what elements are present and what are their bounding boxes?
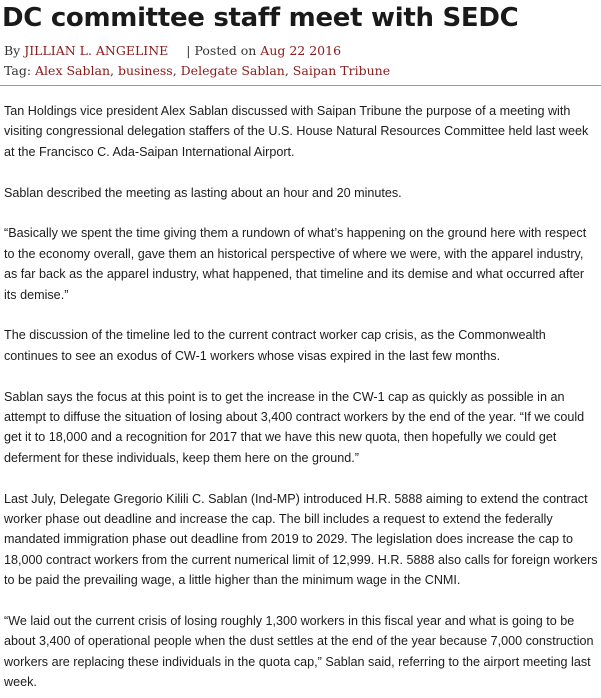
- byline: [4, 43, 341, 59]
- article-paragraph: Sablan described the meeting as lasting about an hour and 20 minutes.: [4, 185, 402, 200]
- byline-prefix: By: [4, 43, 21, 58]
- tag-link-alex-sablan[interactable]: Alex Sablan: [35, 63, 110, 78]
- tag-link-saipan-tribune[interactable]: Saipan Tribune: [292, 63, 391, 78]
- tag-link-business[interactable]: business: [117, 63, 173, 78]
- author-link[interactable]: JILLIAN L. ANGELINE: [24, 43, 169, 58]
- tag-list: [4, 63, 390, 79]
- article-paragraph: The discussion of the timeline led to the current contract worker cap crisis, as the Commonwealth continues to see an exodus of CW-1 workers whose visas expired in the last few months.: [4, 328, 546, 363]
- article-paragraph: “We laid out the current crisis of losing roughly 1,300 workers in this fiscal year and what is going to be about 3,400 of operational people when the dust settles at the end of the year because 7,000 construction workers are replacing these individuals in the quota cap,” Sablan said, referring to the airport meeting last week.: [4, 614, 594, 690]
- posted-label: | Posted on: [186, 43, 257, 58]
- article-paragraph: Sablan says the focus at this point is to get the increase in the CW-1 cap as quickly as possible in an attempt to diffuse the situation of losing about 3,400 contract workers by the end of the year. “If we could get it to 18,000 and a recognition for 2017 that we have this new quota, then hopefully we could get deferment for these individuals, keep them here on the ground.”: [4, 389, 585, 465]
- tag-label: Tag:: [4, 63, 32, 78]
- tag-separator: ,: [110, 63, 118, 78]
- tag-separator: ,: [172, 63, 181, 78]
- article-paragraph: “Basically we spent the time giving them a rundown of what’s happening on the ground here with respect to the economy overall, gave them an historical perspective of where we were, with the apparel industry, as far back as the apparel industry, what happened, that timeline and its demise and what occurred after its demise.”: [4, 226, 587, 302]
- article-title: DC committee staff meet with SEDC: [2, 3, 519, 33]
- article-body: [4, 101, 600, 693]
- article-paragraph: Tan Holdings vice president Alex Sablan discussed with Saipan Tribune the purpose of a meeting with visiting congressional delegation staffers of the U.S. House Natural Resources Committee held last week at the Francisco C. Ada-Saipan International Airport.: [4, 104, 589, 159]
- tag-link-delegate-sablan[interactable]: Delegate Sablan: [180, 63, 285, 78]
- tag-separator: ,: [284, 63, 293, 78]
- header-divider: [0, 85, 601, 86]
- article-paragraph: Last July, Delegate Gregorio Kilili C. Sablan (Ind-MP) introduced H.R. 5888 aiming to extend the contract worker phase out deadline and increase the cap. The bill includes a request to extend the federally mandated immigration phase out deadline from 2019 to 2029. The legislation does increase the cap to 18,000 contract workers from the current numerical limit of 12,999. H.R. 5888 also calls for foreign workers to be paid the prevailing wage, a little higher than the minimum wage in the CNMI.: [4, 491, 598, 588]
- post-date-link[interactable]: Aug 22 2016: [260, 43, 342, 58]
